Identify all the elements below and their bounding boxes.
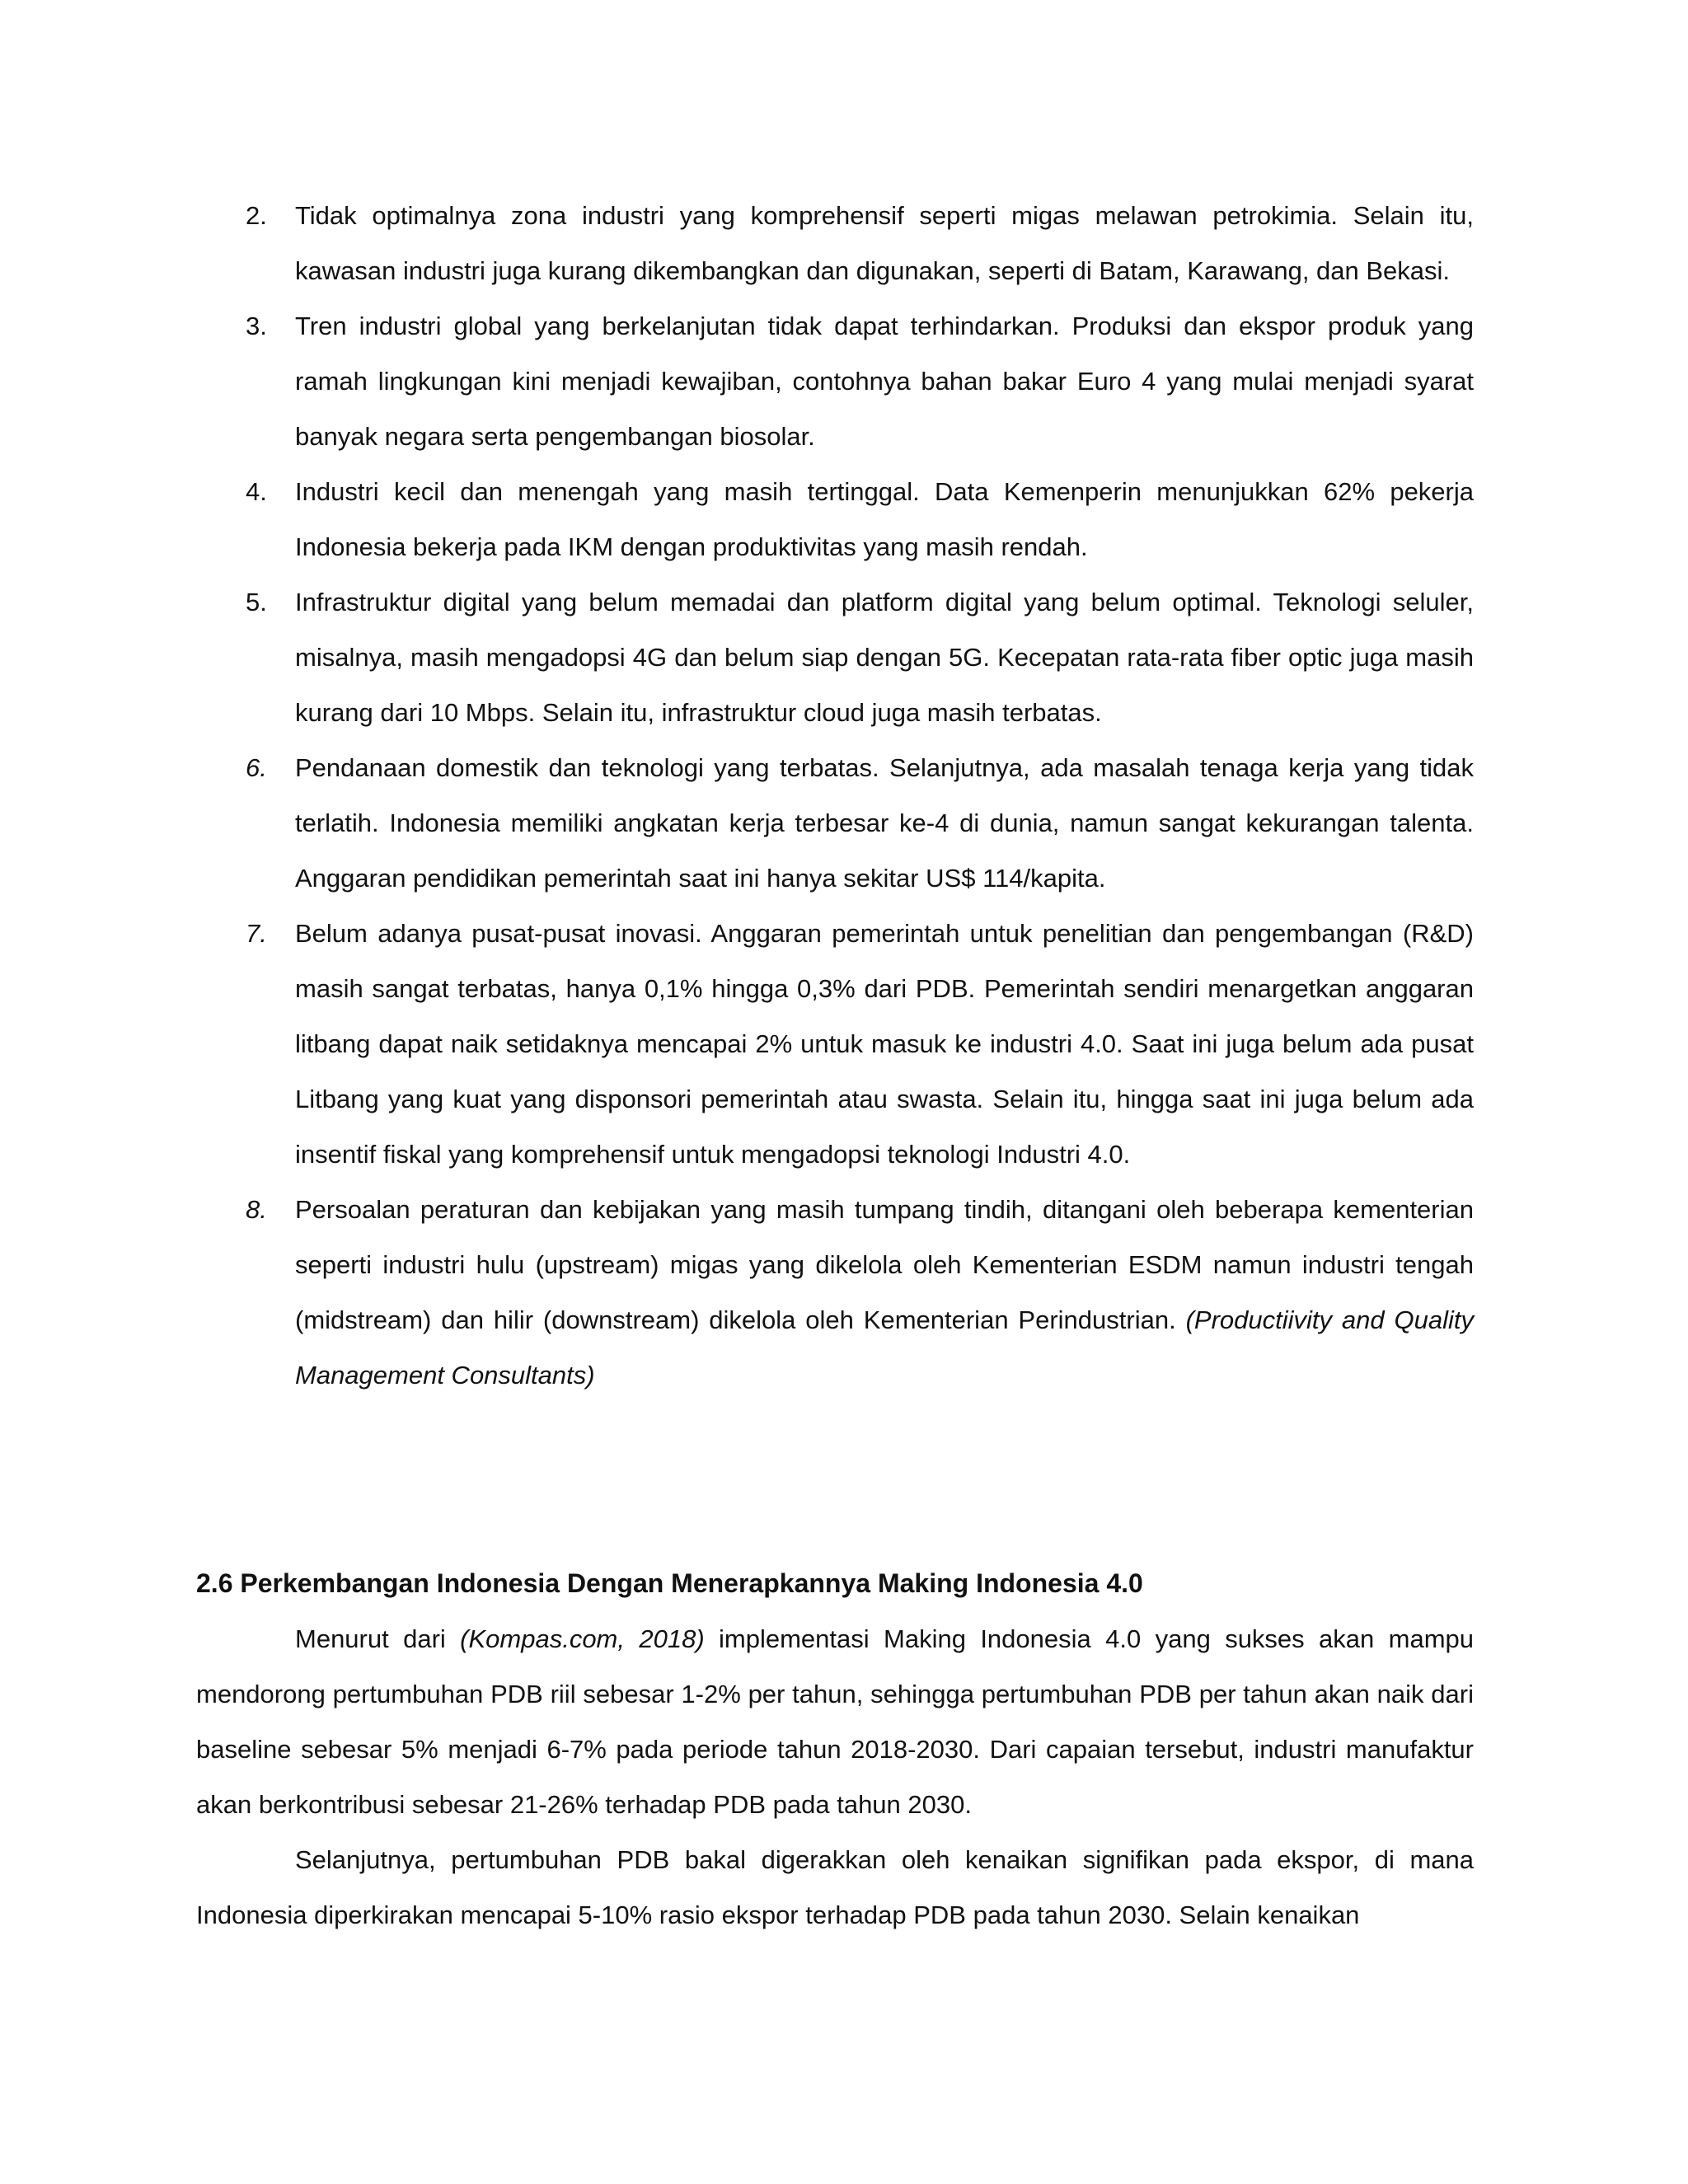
section-2-6 (196, 1556, 1474, 1943)
list-item (196, 740, 1474, 906)
list-item-number: 6. (246, 753, 267, 782)
list-item-text: Tidak optimalnya zona industri yang komprehensif seperti migas melawan petrokimia. Selain itu, kawasan industri juga kurang dikembangkan dan digunakan, seperti di Batam, Karawang, dan Bekasi. (295, 201, 1474, 285)
list-item (196, 298, 1474, 464)
list-item-text: Belum adanya pusat-pusat inovasi. Anggaran pemerintah untuk penelitian dan pengembangan (R&D) masih sangat terbatas, hanya 0,1% hingga 0,3% dari PDB. Pemerintah sendiri menargetkan anggaran litbang dapat naik setidaknya mencapai 2% untuk masuk ke industri 4.0. Saat ini juga belum ada pusat Litbang yang kuat yang disponsori pemerintah atau swasta. Selain itu, hingga saat ini juga belum ada insentif fiskal yang komprehensif untuk mengadopsi teknologi Industri 4.0. (295, 919, 1474, 1169)
list-item-text: Infrastruktur digital yang belum memadai dan platform digital yang belum optimal. Teknologi seluler, misalnya, masih mengadopsi 4G dan belum siap dengan 5G. Kecepatan rata-rata fiber optic juga masih kurang dari 10 Mbps. Selain itu, infrastruktur cloud juga masih terbatas. (295, 588, 1474, 727)
paragraph-text: Menurut dari (295, 1624, 461, 1653)
list-item (196, 188, 1474, 298)
body-paragraph: Selanjutnya, pertumbuhan PDB bakal digerakkan oleh kenaikan signifikan pada ekspor, di mana Indonesia diperkirakan mencapai 5-10% rasio ekspor terhadap PDB pada tahun 2030. Selain kenaikan (196, 1845, 1474, 1929)
list-item-number: 2. (246, 201, 267, 230)
list-item-number: 5. (246, 588, 267, 616)
paragraph-text: implementasi Making Indonesia 4.0 yang sukses akan mampu mendorong pertumbuhan PDB riil sebesar 1-2% per tahun, sehingga pertumbuhan PDB per tahun akan naik dari baseline sebesar 5% menjadi 6-7% pada periode tahun 2018-2030. Dari capaian tersebut, industri manufaktur akan berkontribusi sebesar 21-26% terhadap PDB pada tahun 2030. (196, 1624, 1475, 1819)
list-item-text: Tren industri global yang berkelanjutan tidak dapat terhindarkan. Produksi dan ekspor produk yang ramah lingkungan kini menjadi kewajiban, contohnya bahan bakar Euro 4 yang mulai menjadi syarat banyak negara serta pengembangan biosolar. (295, 312, 1474, 451)
challenge-list (196, 188, 1474, 1403)
list-item-number: 4. (246, 477, 267, 506)
list-item-number: 7. (246, 919, 267, 948)
list-item (196, 1182, 1474, 1403)
list-item-text: Industri kecil dan menengah yang masih tertinggal. Data Kemenperin menunjukkan 62% pekerja Indonesia bekerja pada IKM dengan produktivitas yang masih rendah. (295, 477, 1474, 561)
list-item-number: 8. (246, 1195, 267, 1224)
list-item-citation: (Productiivity and Quality Management Consultants) (295, 1305, 1474, 1390)
list-item-text: Pendanaan domestik dan teknologi yang terbatas. Selanjutnya, ada masalah tenaga kerja yang tidak terlatih. Indonesia memiliki angkatan kerja terbesar ke-4 di dunia, namun sangat kekurangan talenta. Anggaran pendidikan pemerintah saat ini hanya sekitar US$ 114/kapita. (295, 753, 1474, 893)
list-item (196, 574, 1474, 740)
inline-citation: (Kompas.com, 2018) (460, 1624, 705, 1653)
list-item-text: Persoalan peraturan dan kebijakan yang masih tumpang tindih, ditangani oleh beberapa kementerian seperti industri hulu (upstream) migas yang dikelola oleh Kementerian ESDM namun industri tengah (midstream) dan hilir (downstream) dikelola oleh Kementerian Perindustrian. (295, 1195, 1474, 1334)
list-item-number: 3. (246, 312, 267, 340)
section-heading: 2.6 Perkembangan Indonesia Dengan Menerapkannya Making Indonesia 4.0 (196, 1568, 1143, 1598)
list-item (196, 906, 1474, 1182)
list-item (196, 464, 1474, 574)
body-paragraph (196, 1611, 1474, 1832)
